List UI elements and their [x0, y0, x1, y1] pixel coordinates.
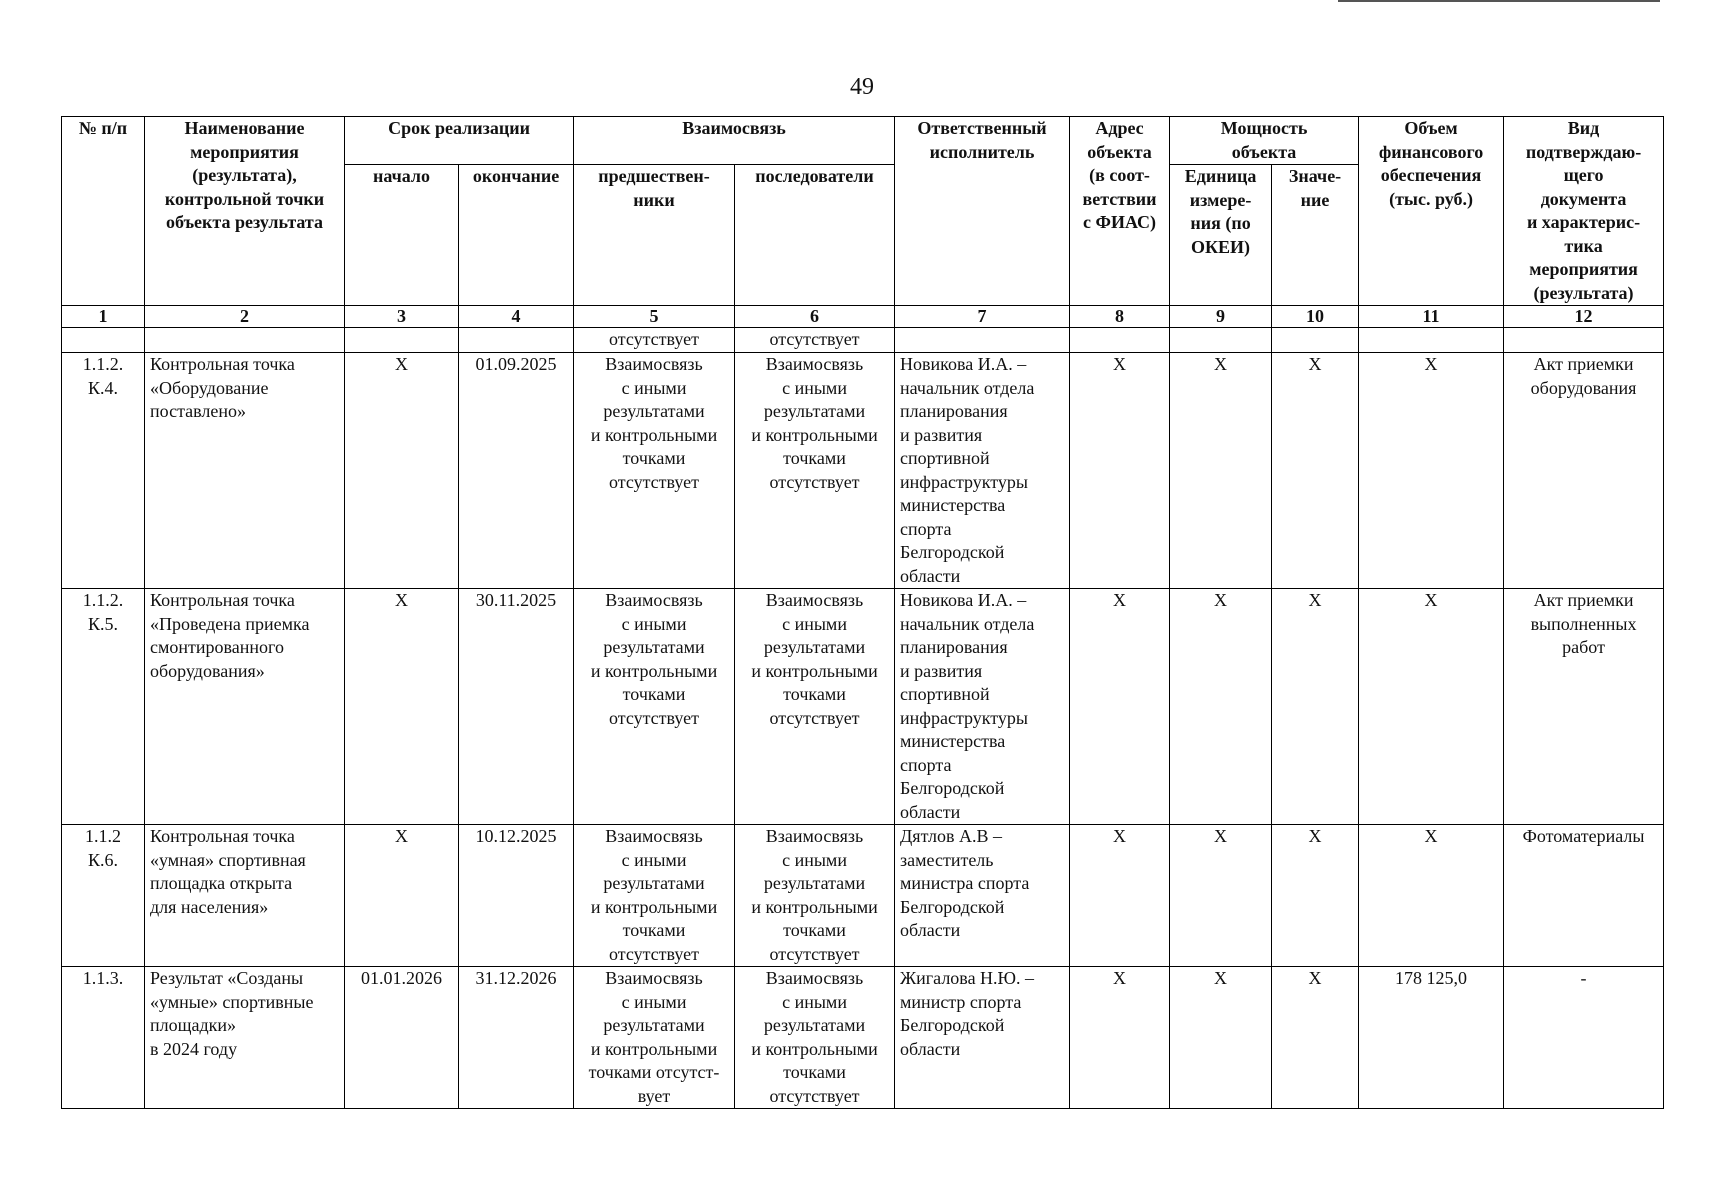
text-line: К.6.	[87, 849, 118, 870]
text-line: спорта	[900, 518, 952, 539]
text-line: министр спорта	[900, 991, 1022, 1012]
text-line: Взаимосвязь	[765, 968, 864, 988]
text-line: точками	[783, 1062, 846, 1082]
row-document	[1504, 967, 1664, 1109]
row-value: Х	[1272, 353, 1359, 589]
row-start-date: Х	[345, 825, 459, 967]
text-line: Взаимосвязь	[605, 826, 703, 846]
row-successors	[735, 589, 895, 825]
row-responsible	[895, 589, 1070, 825]
text-line: Единица	[1184, 166, 1257, 186]
text-line: -	[1580, 968, 1587, 988]
row-document	[1504, 353, 1664, 589]
header-unit	[1170, 165, 1272, 306]
column-number: 5	[574, 306, 735, 328]
text-line: отсутствует	[608, 707, 700, 728]
text-line: К.5.	[87, 613, 118, 634]
text-line: и контрольными	[590, 1038, 718, 1059]
text-line: результатами	[603, 1015, 705, 1035]
header-link: Взаимосвязь	[574, 117, 895, 165]
text-line: отсутствует	[769, 707, 860, 728]
text-line: «умная» спортивная	[150, 849, 306, 870]
page-number: 49	[850, 74, 874, 100]
row-responsible	[895, 353, 1070, 589]
text-line: и контрольными	[751, 424, 878, 445]
row-finance: Х	[1359, 353, 1504, 589]
text-line: точками	[783, 448, 846, 468]
row-name	[145, 825, 345, 967]
text-line: точками	[622, 684, 686, 704]
text-line: Результат «Созданы	[150, 968, 304, 988]
text-line: области	[900, 565, 961, 586]
text-line: и контрольными	[751, 1038, 878, 1059]
text-line: с иными	[782, 613, 847, 634]
text-line: области	[900, 801, 961, 822]
text-line: отсутствует	[769, 1085, 860, 1106]
text-line: точками	[622, 448, 686, 468]
row-address: Х	[1070, 589, 1170, 825]
column-number: 7	[895, 306, 1070, 328]
text-line: Адрес	[1095, 118, 1144, 138]
text-line: заместитель	[900, 849, 994, 870]
text-line: результатами	[603, 637, 705, 657]
row-finance: 178 125,0	[1359, 967, 1504, 1109]
text-line: работ	[1562, 637, 1605, 657]
row-start-date: Х	[345, 589, 459, 825]
row-value: Х	[1272, 589, 1359, 825]
row-unit: Х	[1170, 589, 1272, 825]
text-line: «умные» спортивные	[150, 991, 314, 1012]
text-line: результатами	[603, 401, 705, 421]
header-value	[1272, 165, 1359, 306]
header-successors: последователи	[735, 165, 895, 306]
empty-cell	[1070, 328, 1170, 353]
row-predecessors	[574, 825, 735, 967]
text-line: Мощность	[1220, 118, 1308, 138]
text-line: Контрольная точка	[150, 590, 295, 610]
text-line: и характерис-	[1526, 212, 1641, 232]
row-end-date: 31.12.2026	[459, 967, 574, 1109]
text-line: отсутствует	[769, 943, 860, 964]
column-number: 9	[1170, 306, 1272, 328]
header-finance	[1359, 117, 1504, 306]
text-line: 1.1.2	[85, 826, 121, 846]
text-line: результатами	[763, 401, 866, 421]
row-number	[62, 353, 145, 589]
text-line: ние	[1300, 189, 1330, 210]
text-line: «Оборудование	[150, 377, 269, 398]
text-line: спортивной	[900, 448, 990, 468]
row-value: Х	[1272, 825, 1359, 967]
column-numbers-row	[62, 306, 1664, 328]
text-line: измере-	[1189, 189, 1252, 210]
column-number: 2	[145, 306, 345, 328]
text-line: исполнитель	[929, 141, 1035, 162]
text-line: и контрольными	[590, 424, 718, 445]
text-line: (результата)	[1533, 282, 1634, 303]
row-successors	[735, 353, 895, 589]
text-line: К.4.	[87, 377, 118, 398]
text-line: (тыс. руб.)	[1389, 188, 1473, 209]
text-line: подтверждаю-	[1525, 141, 1642, 162]
row-end-date: 01.09.2025	[459, 353, 574, 589]
text-line: Жигалова Н.Ю. –	[900, 968, 1035, 988]
text-line: оборудования	[1530, 377, 1637, 398]
text-line: и контрольными	[590, 896, 718, 917]
text-line: Белгородской	[900, 1015, 1005, 1035]
row-address: Х	[1070, 353, 1170, 589]
empty-cell	[145, 328, 345, 353]
text-line: вует	[637, 1085, 671, 1106]
text-line: объекта результата	[166, 212, 323, 232]
text-line: Белгородской	[900, 778, 1005, 798]
empty-cell	[345, 328, 459, 353]
text-line: министерства	[900, 731, 1006, 751]
row-address: Х	[1070, 825, 1170, 967]
row-finance: Х	[1359, 589, 1504, 825]
text-line: предшествен-	[598, 166, 710, 186]
text-line: министра спорта	[900, 873, 1030, 893]
text-line: инфраструктуры	[900, 471, 1029, 492]
text-line: ОКЕИ)	[1191, 236, 1251, 257]
empty-cell	[459, 328, 574, 353]
text-line: и развития	[900, 660, 983, 681]
column-number: 8	[1070, 306, 1170, 328]
text-line: ния (по	[1190, 213, 1251, 233]
text-line: Акт приемки	[1533, 590, 1634, 610]
header-term-end: окончание	[459, 165, 574, 306]
text-line: инфраструктуры	[900, 707, 1029, 728]
row-number	[62, 825, 145, 967]
text-line: планирования	[900, 637, 1008, 657]
text-line: 1.1.2.	[82, 590, 124, 610]
text-line: Ответственный	[917, 118, 1047, 138]
text-line: области	[900, 1038, 961, 1059]
text-line: Новикова И.А. –	[900, 590, 1027, 610]
header-term: Срок реализации	[345, 117, 574, 165]
row-responsible	[895, 825, 1070, 967]
top-rule	[1338, 0, 1660, 2]
text-line: точками	[622, 920, 686, 940]
text-line: результатами	[763, 637, 866, 657]
text-line: Контрольная точка	[150, 826, 295, 846]
row-responsible	[895, 967, 1070, 1109]
text-line: с иными	[782, 377, 847, 398]
text-line: площадки»	[150, 1015, 237, 1035]
text-line: с иными	[782, 849, 847, 870]
row-start-date: Х	[345, 353, 459, 589]
text-line: начальник отдела	[900, 377, 1035, 398]
text-line: начальник отдела	[900, 613, 1035, 634]
text-line: контрольной точки	[164, 188, 325, 209]
header-address	[1070, 117, 1170, 306]
text-line: в 2024 году	[150, 1038, 238, 1059]
row-name	[145, 967, 345, 1109]
text-line: (результата),	[192, 165, 297, 185]
header-responsible	[895, 117, 1070, 306]
row-name	[145, 589, 345, 825]
carry-over-row	[62, 328, 1664, 353]
empty-cell	[1170, 328, 1272, 353]
text-line: тика	[1564, 235, 1603, 256]
text-line: Фотоматериалы	[1522, 826, 1645, 846]
row-address: Х	[1070, 967, 1170, 1109]
column-number: 11	[1359, 306, 1504, 328]
text-line: Взаимосвязь	[765, 826, 864, 846]
row-name	[145, 353, 345, 589]
text-line: объекта	[1087, 141, 1152, 162]
text-line: для населения»	[150, 896, 269, 917]
empty-cell	[1359, 328, 1504, 353]
empty-cell	[62, 328, 145, 353]
text-line: отсутствует	[769, 471, 860, 492]
text-line: Новикова И.А. –	[900, 354, 1027, 374]
text-line: финансового	[1378, 141, 1484, 162]
header-predecessors	[574, 165, 735, 306]
text-line: и контрольными	[751, 660, 878, 681]
text-line: точками отсутст-	[588, 1062, 720, 1082]
text-line: ники	[633, 189, 675, 210]
row-end-date: 10.12.2025	[459, 825, 574, 967]
text-line: Взаимосвязь	[765, 354, 864, 374]
text-line: с иными	[621, 377, 687, 398]
header-num	[62, 117, 145, 306]
row-finance: Х	[1359, 825, 1504, 967]
text-line: с иными	[621, 613, 687, 634]
text-line: (в соот-	[1089, 165, 1150, 185]
text-line: документа	[1540, 188, 1627, 209]
header-document	[1504, 117, 1664, 306]
text-line: Акт приемки	[1533, 354, 1634, 374]
table-header	[62, 117, 1664, 328]
row-document	[1504, 589, 1664, 825]
row-number	[62, 967, 145, 1109]
text-line: 1.1.3.	[82, 968, 124, 988]
text-line: отсутствует	[608, 943, 700, 964]
header-power	[1170, 117, 1359, 165]
empty-cell	[895, 328, 1070, 353]
text-line: и развития	[900, 424, 983, 445]
column-number: 10	[1272, 306, 1359, 328]
text-line: Взаимосвязь	[605, 968, 703, 988]
text-line: с ФИАС)	[1083, 212, 1157, 232]
text-line: мероприятия	[1529, 259, 1638, 279]
table-row	[62, 825, 1664, 967]
carry-successors: отсутствует	[735, 328, 895, 353]
text-line: и контрольными	[590, 660, 718, 681]
text-line: выполненных	[1530, 613, 1637, 634]
table-row	[62, 589, 1664, 825]
text-line: объекта	[1231, 141, 1297, 162]
text-line: Белгородской	[900, 896, 1005, 917]
row-number	[62, 589, 145, 825]
text-line: № п/п	[78, 118, 128, 138]
table-row	[62, 353, 1664, 589]
table-row	[62, 967, 1664, 1109]
header-term-start: начало	[345, 165, 459, 306]
text-line: с иными	[782, 991, 847, 1012]
column-number: 1	[62, 306, 145, 328]
text-line: спорта	[900, 754, 952, 775]
row-start-date: 01.01.2026	[345, 967, 459, 1109]
row-predecessors	[574, 353, 735, 589]
text-line: Значе-	[1288, 166, 1342, 186]
row-predecessors	[574, 967, 735, 1109]
row-value: Х	[1272, 967, 1359, 1109]
column-number: 4	[459, 306, 574, 328]
text-line: результатами	[763, 873, 866, 893]
text-line: площадка открыта	[150, 873, 293, 893]
text-line: Взаимосвязь	[765, 590, 864, 610]
text-line: обеспечения	[1380, 165, 1482, 185]
column-number: 12	[1504, 306, 1664, 328]
text-line: с иными	[621, 991, 687, 1012]
text-line: Контрольная точка	[150, 354, 295, 374]
empty-cell	[1504, 328, 1664, 353]
row-unit: Х	[1170, 825, 1272, 967]
text-line: мероприятия	[190, 141, 299, 162]
text-line: планирования	[900, 401, 1008, 421]
text-line: и контрольными	[751, 896, 878, 917]
text-line: с иными	[621, 849, 687, 870]
text-line: отсутствует	[608, 471, 700, 492]
carry-predecessors: отсутствует	[574, 328, 735, 353]
row-successors	[735, 825, 895, 967]
text-line: результатами	[603, 873, 705, 893]
row-document	[1504, 825, 1664, 967]
table-body	[62, 328, 1664, 1109]
text-line: «Проведена приемка	[150, 613, 310, 634]
column-number: 3	[345, 306, 459, 328]
schedule-table	[61, 116, 1664, 1109]
text-line: Объем	[1404, 118, 1458, 138]
row-predecessors	[574, 589, 735, 825]
text-line: ветствии	[1082, 188, 1157, 209]
text-line: оборудования»	[150, 660, 265, 681]
text-line: 1.1.2.	[82, 354, 124, 374]
row-successors	[735, 967, 895, 1109]
text-line: Вид	[1567, 118, 1600, 138]
row-unit: Х	[1170, 353, 1272, 589]
text-line: результатами	[763, 1015, 866, 1035]
text-line: Наименование	[184, 118, 305, 138]
row-unit: Х	[1170, 967, 1272, 1109]
text-line: точками	[783, 684, 846, 704]
text-line: Взаимосвязь	[605, 354, 703, 374]
text-line: Белгородской	[900, 542, 1005, 562]
text-line: Взаимосвязь	[605, 590, 703, 610]
text-line: области	[900, 920, 961, 940]
row-end-date: 30.11.2025	[459, 589, 574, 825]
text-line: смонтированного	[150, 637, 284, 657]
text-line: щего	[1563, 165, 1604, 185]
header-name	[145, 117, 345, 306]
empty-cell	[1272, 328, 1359, 353]
text-line: Дятлов А.В –	[900, 826, 1002, 846]
text-line: поставлено»	[150, 401, 247, 421]
column-number: 6	[735, 306, 895, 328]
text-line: спортивной	[900, 684, 990, 704]
text-line: точками	[783, 920, 846, 940]
text-line: министерства	[900, 495, 1006, 515]
